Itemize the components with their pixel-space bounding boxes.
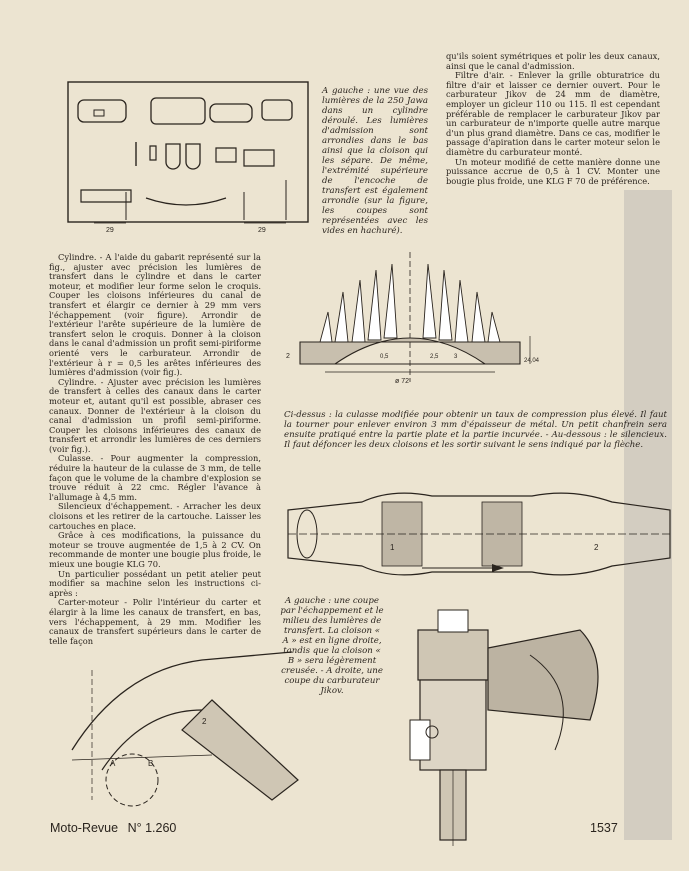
dim-label: 29 bbox=[258, 227, 266, 234]
cylinder-head-diagram bbox=[280, 252, 540, 402]
part-label: B bbox=[148, 759, 154, 768]
paragraph: Cylindre. - Ajuster avec précision les lumières de transfert à celles des canaux dans le carter moteur et, autant qu'il est possible, abraser ces canaux. Donner de l'extérieur à la cloison du canal d'admission un profil semi-piriforme. Couper les cloisons inférieures des canaux de transfert et arrondir les lumières de ces derniers (voir fig.). bbox=[49, 376, 261, 454]
section-diagram bbox=[62, 640, 302, 810]
part-label: A bbox=[110, 759, 116, 768]
right-column-top bbox=[446, 52, 660, 186]
part-label: 2 bbox=[594, 543, 599, 552]
paragraph: Carter-moteur - Polir l'intérieur du carter et élargir à la lime les canaux de transfert, en bas, vers l'échappement, à 29 mm. Modifier les canaux de transfert supérieurs dans le carter de telle façon bbox=[49, 597, 261, 646]
footer-magazine bbox=[50, 821, 176, 835]
part-label: 1 bbox=[390, 543, 395, 552]
dim-label: ø 72 bbox=[395, 378, 410, 385]
carburetor-diagram bbox=[380, 600, 622, 850]
dim-label: 29 bbox=[106, 227, 114, 234]
dim-label: 0,5 bbox=[380, 354, 389, 360]
dim-label: 2 bbox=[286, 353, 290, 360]
dim-label: 3 bbox=[454, 354, 458, 360]
dim-label: 24,04 bbox=[524, 358, 540, 364]
paragraph: Cylindre. - A l'aide du gabarit représenté sur la fig., ajuster avec précision les lumières de transfert dans le cylindre et dans le carter moteur, et modifier leur forme selon le croquis. Couper les cloisons inférieures du canal de transfert et élargir ce dernier à 29 mm vers l'échappement (voir figure). Arrondir de l'extérieur l'arête supérieure de la lumière de transfert selon le croquis. Donner à la cloison dans le canal d'admission un profit semi-piriforme orienté vers le carburateur. Arrondir de l'extérieur à r = 0,5 les arêtes inférieures des lumières d'admission (voir fig.). bbox=[49, 252, 261, 378]
paragraph: Un particulier possédant un petit atelier peut modifier sa machine selon les instructions ci-après : bbox=[49, 568, 261, 598]
caption-bottom: A gauche : une coupe par l'échappement et le milieu des lumières de transfert. La cloison « A » est en ligne droite, tandis que la cloison « B » sera légèrement creusée. - A droite, une coupe du carburateur Jikov. bbox=[280, 596, 384, 696]
left-column bbox=[49, 253, 261, 646]
issue-number: N° 1.260 bbox=[127, 821, 177, 835]
silencer-diagram bbox=[282, 480, 674, 590]
part-label: 2 bbox=[202, 717, 207, 726]
paragraph: Grâce à ces modifications, la puissance du moteur se trouve augmentée de 1,5 à 2 CV. On recommande de monter une bougie plus froide, le mieux une bougie KLG 70. bbox=[49, 530, 261, 569]
paragraph: qu'ils soient symétriques et polir les deux canaux, ainsi que le canal d'admission. bbox=[446, 51, 660, 71]
paragraph: Culasse. - Pour augmenter la compression, réduire la hauteur de la culasse de 3 mm, de telle façon que le volume de la chambre d'explosion se trouve réduit à 22 cmc. Régler l'avance à l'allumage à 4,5 mm. bbox=[49, 453, 261, 502]
page-number: 1537 bbox=[590, 821, 618, 835]
paragraph: Filtre d'air. - Enlever la grille obturatrice du filtre d'air et laisser ce dernier ouvert. Pour le carburateur Jikov de 24 mm de diamètre, employer un gicleur 110 ou 115. Il est cependant préférable de remplacer le carburateur Jikov par un carburateur de n'importe quelle autre marque d'un plus grand diamètre. Dans ce cas, modifier le passage d'apiration dans le carter moteur selon le diamètre du carburateur monté. bbox=[446, 70, 660, 157]
caption-middle: Ci-dessus : la culasse modifiée pour obtenir un taux de compression plus élevé. Il faut la tourner pour enlever environ 3 mm d'épaisseur de métal. Un petit chanfrein sera ensuite pratiqué entre la partie plate et la partie incurvée. - Au-dessous : le silencieux. Il faut défoncer les deux cloisons et les sortir suivant le sens indiqué par la flèche. bbox=[284, 410, 667, 450]
caption-top-left: A gauche : une vue des lumières de la 250 Jawa dans un cylindre déroulé. Les lumières d'admission sont arrondies dans le bas ainsi que la cloison qui les sépare. De même, l'extrémité supérieure de l'encoche de transfert est également arrondie (sur la figure, les coupes sont représentées avec les vides en hachuré). bbox=[322, 86, 428, 236]
magazine-name: Moto-Revue bbox=[50, 821, 119, 835]
dim-label: 2,5 bbox=[430, 354, 439, 360]
paragraph: Un moteur modifié de cette manière donne une puissance accrue de 0,5 à 1 CV. Monter une bougie plus froide, une KLG F 70 de préférence. bbox=[446, 156, 660, 186]
ports-diagram bbox=[66, 80, 311, 235]
paragraph: Silencieux d'échappement. - Arracher les deux cloisons et les retirer de la cartouche. Laisser les cartouches en place. bbox=[49, 501, 261, 531]
